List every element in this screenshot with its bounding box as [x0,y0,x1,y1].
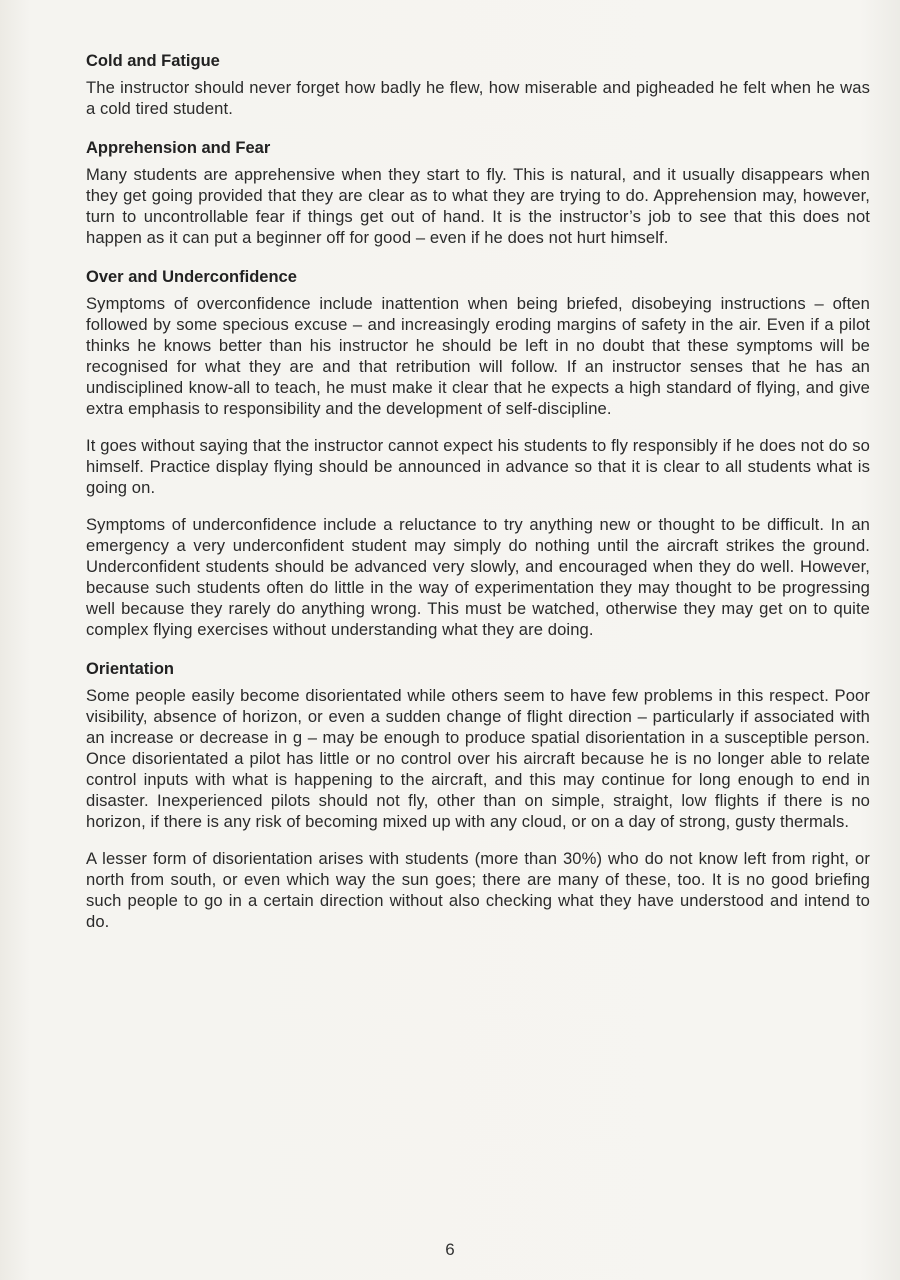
section-heading: Orientation [86,660,175,678]
paragraph: The instructor should never forget how badly he flew, how miserable and pigheaded he felt when he was a cold tired student. [86,78,870,118]
section-heading: Apprehension and Fear [86,139,271,157]
page-number: 6 [445,1240,455,1259]
paragraph: Symptoms of underconfidence include a reluctance to try anything new or thought to be difficult. In an emergency a very underconfident student may simply do nothing until the aircraft strikes the ground. Underconfident students should be advanced very slowly, and encouraged when they do well. However, because such students often do little in the way of experimentation they may thought to be progressing well because they rarely do anything wrong. This must be watched, otherwise they may get on to quite complex flying exercises without understanding what they are doing. [86,515,870,639]
paragraph: A lesser form of disorientation arises with students (more than 30%) who do not know left from right, or north from south, or even which way the sun goes; there are many of these, too. It is no good briefing such people to go in a certain direction without also checking what they have understood and intend to do. [86,849,870,931]
section-orientation [84,660,870,932]
section-heading: Over and Underconfidence [86,268,297,286]
paragraph: Many students are apprehensive when they start to fly. This is natural, and it usually disappears when they get going provided that they are clear as to what they are trying to do. Apprehension may, however, turn to uncontrollable fear if things get out of hand. It is the instructor’s job to see that this does not happen as it can put a beginner off for good – even if he does not hurt himself. [86,165,870,247]
paragraph: It goes without saying that the instructor cannot expect his students to fly responsibly if he does not do so himself. Practice display flying should be announced in advance so that it is clear to all students what is going on. [86,436,870,497]
section-over-and-underconfidence [84,268,870,640]
section-cold-and-fatigue [84,52,870,119]
section-heading: Cold and Fatigue [86,52,220,70]
paragraph: Symptoms of overconfidence include inattention when being briefed, disobeying instructions – often followed by some specious excuse – and increasingly eroding margins of safety in the air. Even if a pilot thinks he knows better than his instructor he should be left in no doubt that these symptoms will be recognised for what they are and that retribution will follow. If an instructor senses that he has an undisciplined know-all to teach, he must make it clear that he expects a high standard of flying, and give extra emphasis to responsibility and the development of self-discipline. [86,294,870,418]
paragraph: Some people easily become disorientated while others seem to have few problems in this respect. Poor visibility, absence of horizon, or even a sudden change of flight direction – particularly if associated with an increase or decrease in g – may be enough to produce spatial disorientation in a susceptible person. Once disorientated a pilot has little or no control over his aircraft because he is no longer able to relate control inputs with what is happening to the aircraft, and this may continue for long enough to end in disaster. Inexperienced pilots should not fly, other than on simple, straight, low flights if there is no horizon, if there is any risk of becoming mixed up with any cloud, or on a day of strong, gusty thermals. [86,686,870,831]
page-content [84,52,870,952]
section-apprehension-and-fear [84,139,870,248]
